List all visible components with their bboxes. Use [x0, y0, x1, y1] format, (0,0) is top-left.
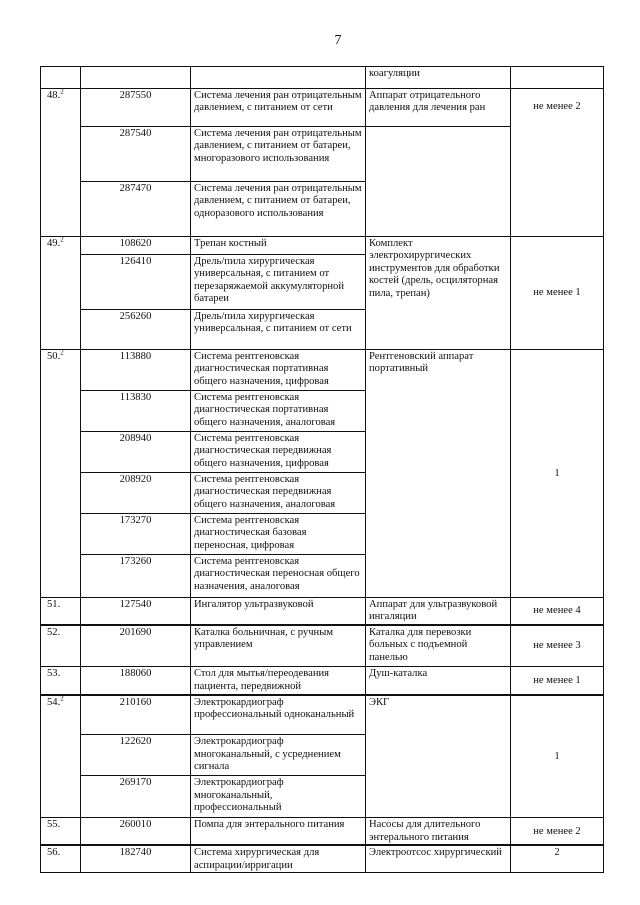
- cell-name: Помпа для энтерального питания: [191, 818, 366, 845]
- cell-num: 48.$^2$: [41, 89, 81, 237]
- cell-equipment: Душ-каталка: [366, 667, 511, 695]
- cell-qty: 1: [511, 350, 604, 598]
- cell-equipment: Аппарат отрицательного давления для лечения ран: [366, 89, 511, 127]
- cell-equipment: Комплект электрохирургических инструментов для обработки костей (дрель, осциляторная пила, трепан): [366, 237, 511, 350]
- table-row: [41, 350, 604, 391]
- table-row: [41, 667, 604, 695]
- equipment-table: [40, 66, 604, 873]
- cell-code: 287540: [81, 127, 191, 182]
- cell-num: 51.: [41, 598, 81, 625]
- cell-code: 182740: [81, 845, 191, 872]
- cell-name: Трепан костный: [191, 237, 366, 255]
- cell-code: 108620: [81, 237, 191, 255]
- cell-code: 287470: [81, 182, 191, 237]
- cell-qty: не менее 2: [511, 818, 604, 845]
- cell-equipment: Рентгеновский аппарат портативный: [366, 350, 511, 598]
- table-row: [41, 237, 604, 255]
- cell-num: 55.: [41, 818, 81, 845]
- cell-code: 256260: [81, 310, 191, 350]
- cell-code: 127540: [81, 598, 191, 625]
- cell-equipment: Насосы для длительного энтерального питания: [366, 818, 511, 845]
- cell-code: 260010: [81, 818, 191, 845]
- cell-qty: не менее 3: [511, 625, 604, 667]
- cell-code: 188060: [81, 667, 191, 695]
- cell-num: 52.: [41, 625, 81, 667]
- cell-name: Стол для мытья/переодевания пациента, передвижной: [191, 667, 366, 695]
- cell-code: 269170: [81, 776, 191, 818]
- cell-code: 208920: [81, 473, 191, 514]
- cell-equipment: Электроотсос хирургический: [366, 845, 511, 872]
- cell-name: Система лечения ран отрицательным давлением, с питанием от батареи, многоразового использования: [191, 127, 366, 182]
- cell-name: Система лечения ран отрицательным давлением, с питанием от сети: [191, 89, 366, 127]
- cell-name: Система хирургическая для аспирации/ирригации: [191, 845, 366, 872]
- cell-qty: не менее 4: [511, 598, 604, 625]
- cell-code: 287550: [81, 89, 191, 127]
- cell-name: Система рентгеновская диагностическая портативная общего назначения, аналоговая: [191, 391, 366, 432]
- cell-equipment: ЭКГ: [366, 695, 511, 818]
- cell-name: Дрель/пила хирургическая универсальная, с питанием от перезаряжаемой аккумуляторной батареи: [191, 255, 366, 310]
- cell-name: Система рентгеновская диагностическая передвижная общего назначения, цифровая: [191, 432, 366, 473]
- table-row: [41, 598, 604, 625]
- cell-name: Каталка больничная, с ручным управлением: [191, 625, 366, 667]
- cell-code: 201690: [81, 625, 191, 667]
- cell-name: Ингалятор ультразвуковой: [191, 598, 366, 625]
- table-row: [41, 818, 604, 845]
- cell-num: 53.: [41, 667, 81, 695]
- table-row: [41, 845, 604, 872]
- cell-code: 208940: [81, 432, 191, 473]
- cell-code: 173260: [81, 555, 191, 598]
- cell-code: 122620: [81, 735, 191, 776]
- table-row: [41, 625, 604, 667]
- cell-code: 113880: [81, 350, 191, 391]
- cell-num: 56.: [41, 845, 81, 872]
- cell-code: 113830: [81, 391, 191, 432]
- cell-name: Система лечения ран отрицательным давлением, с питанием от батареи, одноразового использования: [191, 182, 366, 237]
- cell-code: 173270: [81, 514, 191, 555]
- table-row: [41, 67, 604, 89]
- cell-name: Система рентгеновская диагностическая переносная общего назначения, аналоговая: [191, 555, 366, 598]
- cell-qty: не менее 1: [511, 237, 604, 350]
- cell-num: 54.$^2$: [41, 695, 81, 818]
- cell-num: 49.$^2$: [41, 237, 81, 350]
- cell-name: Система рентгеновская диагностическая передвижная общего назначения, аналоговая: [191, 473, 366, 514]
- cell-qty: не менее 1: [511, 667, 604, 695]
- cell-name: Электрокардиограф профессиональный одноканальный: [191, 695, 366, 735]
- cell-equipment: Аппарат для ультразвуковой ингаляции: [366, 598, 511, 625]
- cell-name: Дрель/пила хирургическая универсальная, с питанием от сети: [191, 310, 366, 350]
- page-number: 7: [334, 33, 342, 48]
- cell-qty: не менее 2: [511, 89, 604, 237]
- cell-equipment: коагуляции: [366, 67, 511, 89]
- cell-qty: 1: [511, 695, 604, 818]
- cell-name: Электрокардиограф многоканальный, с усреднением сигнала: [191, 735, 366, 776]
- cell-name: Система рентгеновская диагностическая портативная общего назначения, цифровая: [191, 350, 366, 391]
- cell-equipment: Каталка для перевозки больных с подъемной панелью: [366, 625, 511, 667]
- cell-name: Электрокардиограф многоканальный, профессиональный: [191, 776, 366, 818]
- cell-code: 210160: [81, 695, 191, 735]
- table-row: [41, 89, 604, 127]
- cell-qty: 2: [511, 845, 604, 872]
- cell-num: 50.$^2$: [41, 350, 81, 598]
- cell-name: Система рентгеновская диагностическая базовая переносная, цифровая: [191, 514, 366, 555]
- cell-code: 126410: [81, 255, 191, 310]
- table-row: [41, 695, 604, 735]
